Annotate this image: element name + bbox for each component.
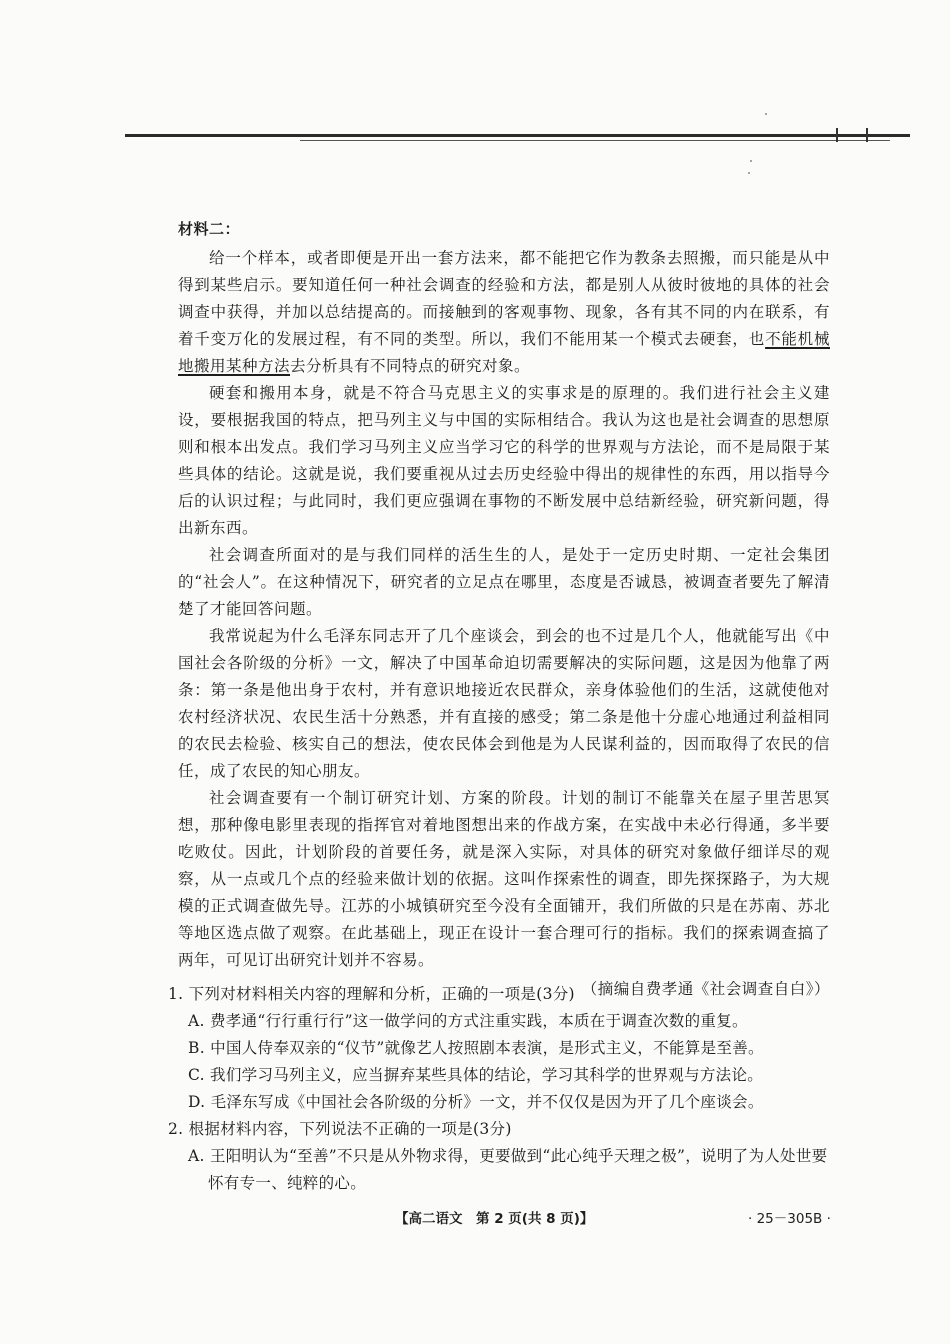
exam-code: · 25－305B · [748, 1211, 831, 1227]
question-2-option-a-continued: 怀有专一、纯粹的心。 [208, 1174, 367, 1192]
underlined-phrase: 不能机械地搬用某种方法 [178, 330, 830, 375]
header-rule [125, 134, 910, 137]
page-footer [0, 1207, 950, 1231]
rule-tick [836, 128, 838, 142]
source-citation: （摘编自费孝通《社会调查自白》） [581, 980, 830, 998]
paragraph-3: 社会调查所面对的是与我们同样的活生生的人，是处于一定历史时期、一定社会集团的“社会人”。在这种情况下，研究者的立足点在哪里，态度是否诚恳，被调查者要先了解清楚了才能回答问题。 [178, 546, 830, 618]
question-1-option-b: B. 中国人侍奉双亲的“仪节”就像艺人按照剧本表演，是形式主义，不能算是至善。 [188, 1039, 764, 1057]
question-2-stem: 2. 根据材料内容，下列说法不正确的一项是(3分) [168, 1120, 512, 1138]
paragraph-4: 我常说起为什么毛泽东同志开了几个座谈会，到会的也不过是几个人，他就能写出《中国社会各阶级的分析》一文，解决了中国革命迫切需要解决的实际问题，这是因为他靠了两条：第一条是他出身于农村，并有意识地接近农民群众，亲身体验他们的生活，这就使他对农村经济状况、农民生活十分熟悉，并有直接的感受；第二条是他十分虚心地通过利益相同的农民去检验、核实自己的想法，使农民体会到他是为人民谋利益的，因而取得了农民的信任，成了农民的知心朋友。 [178, 627, 830, 780]
paragraph-5: 社会调查要有一个制订研究计划、方案的阶段。计划的制订不能靠关在屋子里苦思冥想，那种像电影里表现的指挥官对着地图想出来的作战方案，在实战中未必行得通，多半要吃败仗。因此，计划阶段的首要任务，就是深入实际，对具体的研究对象做仔细详尽的观察，从一点或几个点的经验来做计划的依据。这叫作探索性的调查，即先探探路子，为大规模的正式调查做先导。江苏的小城镇研究至今没有全面铺开，我们所做的只是在苏南、苏北等地区选点做了观察。在此基础上，现正在设计一套合理可行的指标。我们的探索调查搞了两年，可见订出研究计划并不容易。 [178, 789, 830, 969]
question-1-option-a: A. 费孝通“行行重行行”这一做学问的方式注重实践，本质在于调查次数的重复。 [188, 1012, 748, 1030]
paragraph-2: 硬套和搬用本身，就是不符合马克思主义的实事求是的原理的。我们进行社会主义建设，要根据我国的特点，把马列主义与中国的实际相结合。我认为这也是社会调查的思想原则和根本出发点。我们学习马列主义应当学习它的科学的世界观与方法论，而不是局限于某些具体的结论。这就是说，我们要重视从过去历史经验中得出的规律性的东西，用以指导今后的认识过程；与此同时，我们更应强调在事物的不断发展中总结新经验，研究新问题，得出新东西。 [178, 384, 830, 537]
questions-section [168, 981, 836, 1197]
material-two [178, 216, 830, 1003]
question-1-option-c: C. 我们学习马列主义，应当摒弃某些具体的结论，学习其科学的世界观与方法论。 [188, 1066, 764, 1084]
paragraph-1 [178, 245, 830, 380]
question-1-option-d: D. 毛泽东写成《中国社会各阶级的分析》一文，并不仅仅是因为开了几个座谈会。 [188, 1093, 764, 1111]
page-number-label: 【高二语文 第 2 页(共 8 页)】 [395, 1211, 594, 1227]
question-1-stem: 1. 下列对材料相关内容的理解和分析，正确的一项是(3分) [168, 985, 575, 1003]
question-2-option-a: A. 王阳明认为“至善”不只是从外物求得，更要做到“此心纯乎天理之极”，说明了为人处世要 [188, 1147, 828, 1165]
scan-speck [765, 113, 767, 115]
header-rule-thin [300, 140, 890, 141]
material-heading: 材料二： [178, 220, 241, 238]
paragraph-1-tail: 去分析具有不同特点的研究对象。 [290, 357, 531, 375]
scan-speck [750, 160, 752, 162]
paragraph-1-text: 给一个样本，或者即便是开出一套方法来，都不能把它作为教条去照搬，而只能是从中得到某些启示。要知道任何一种社会调查的经验和方法，都是别人从彼时彼地的具体的社会调查中获得，并加以总结提高的。而接触到的客观事物、现象，各有其不同的内在联系，有着千变万化的发展过程，有不同的类型。所以，我们不能用某一个模式去硬套，也 [178, 249, 830, 348]
rule-tick [866, 128, 868, 142]
scan-speck [748, 172, 750, 174]
